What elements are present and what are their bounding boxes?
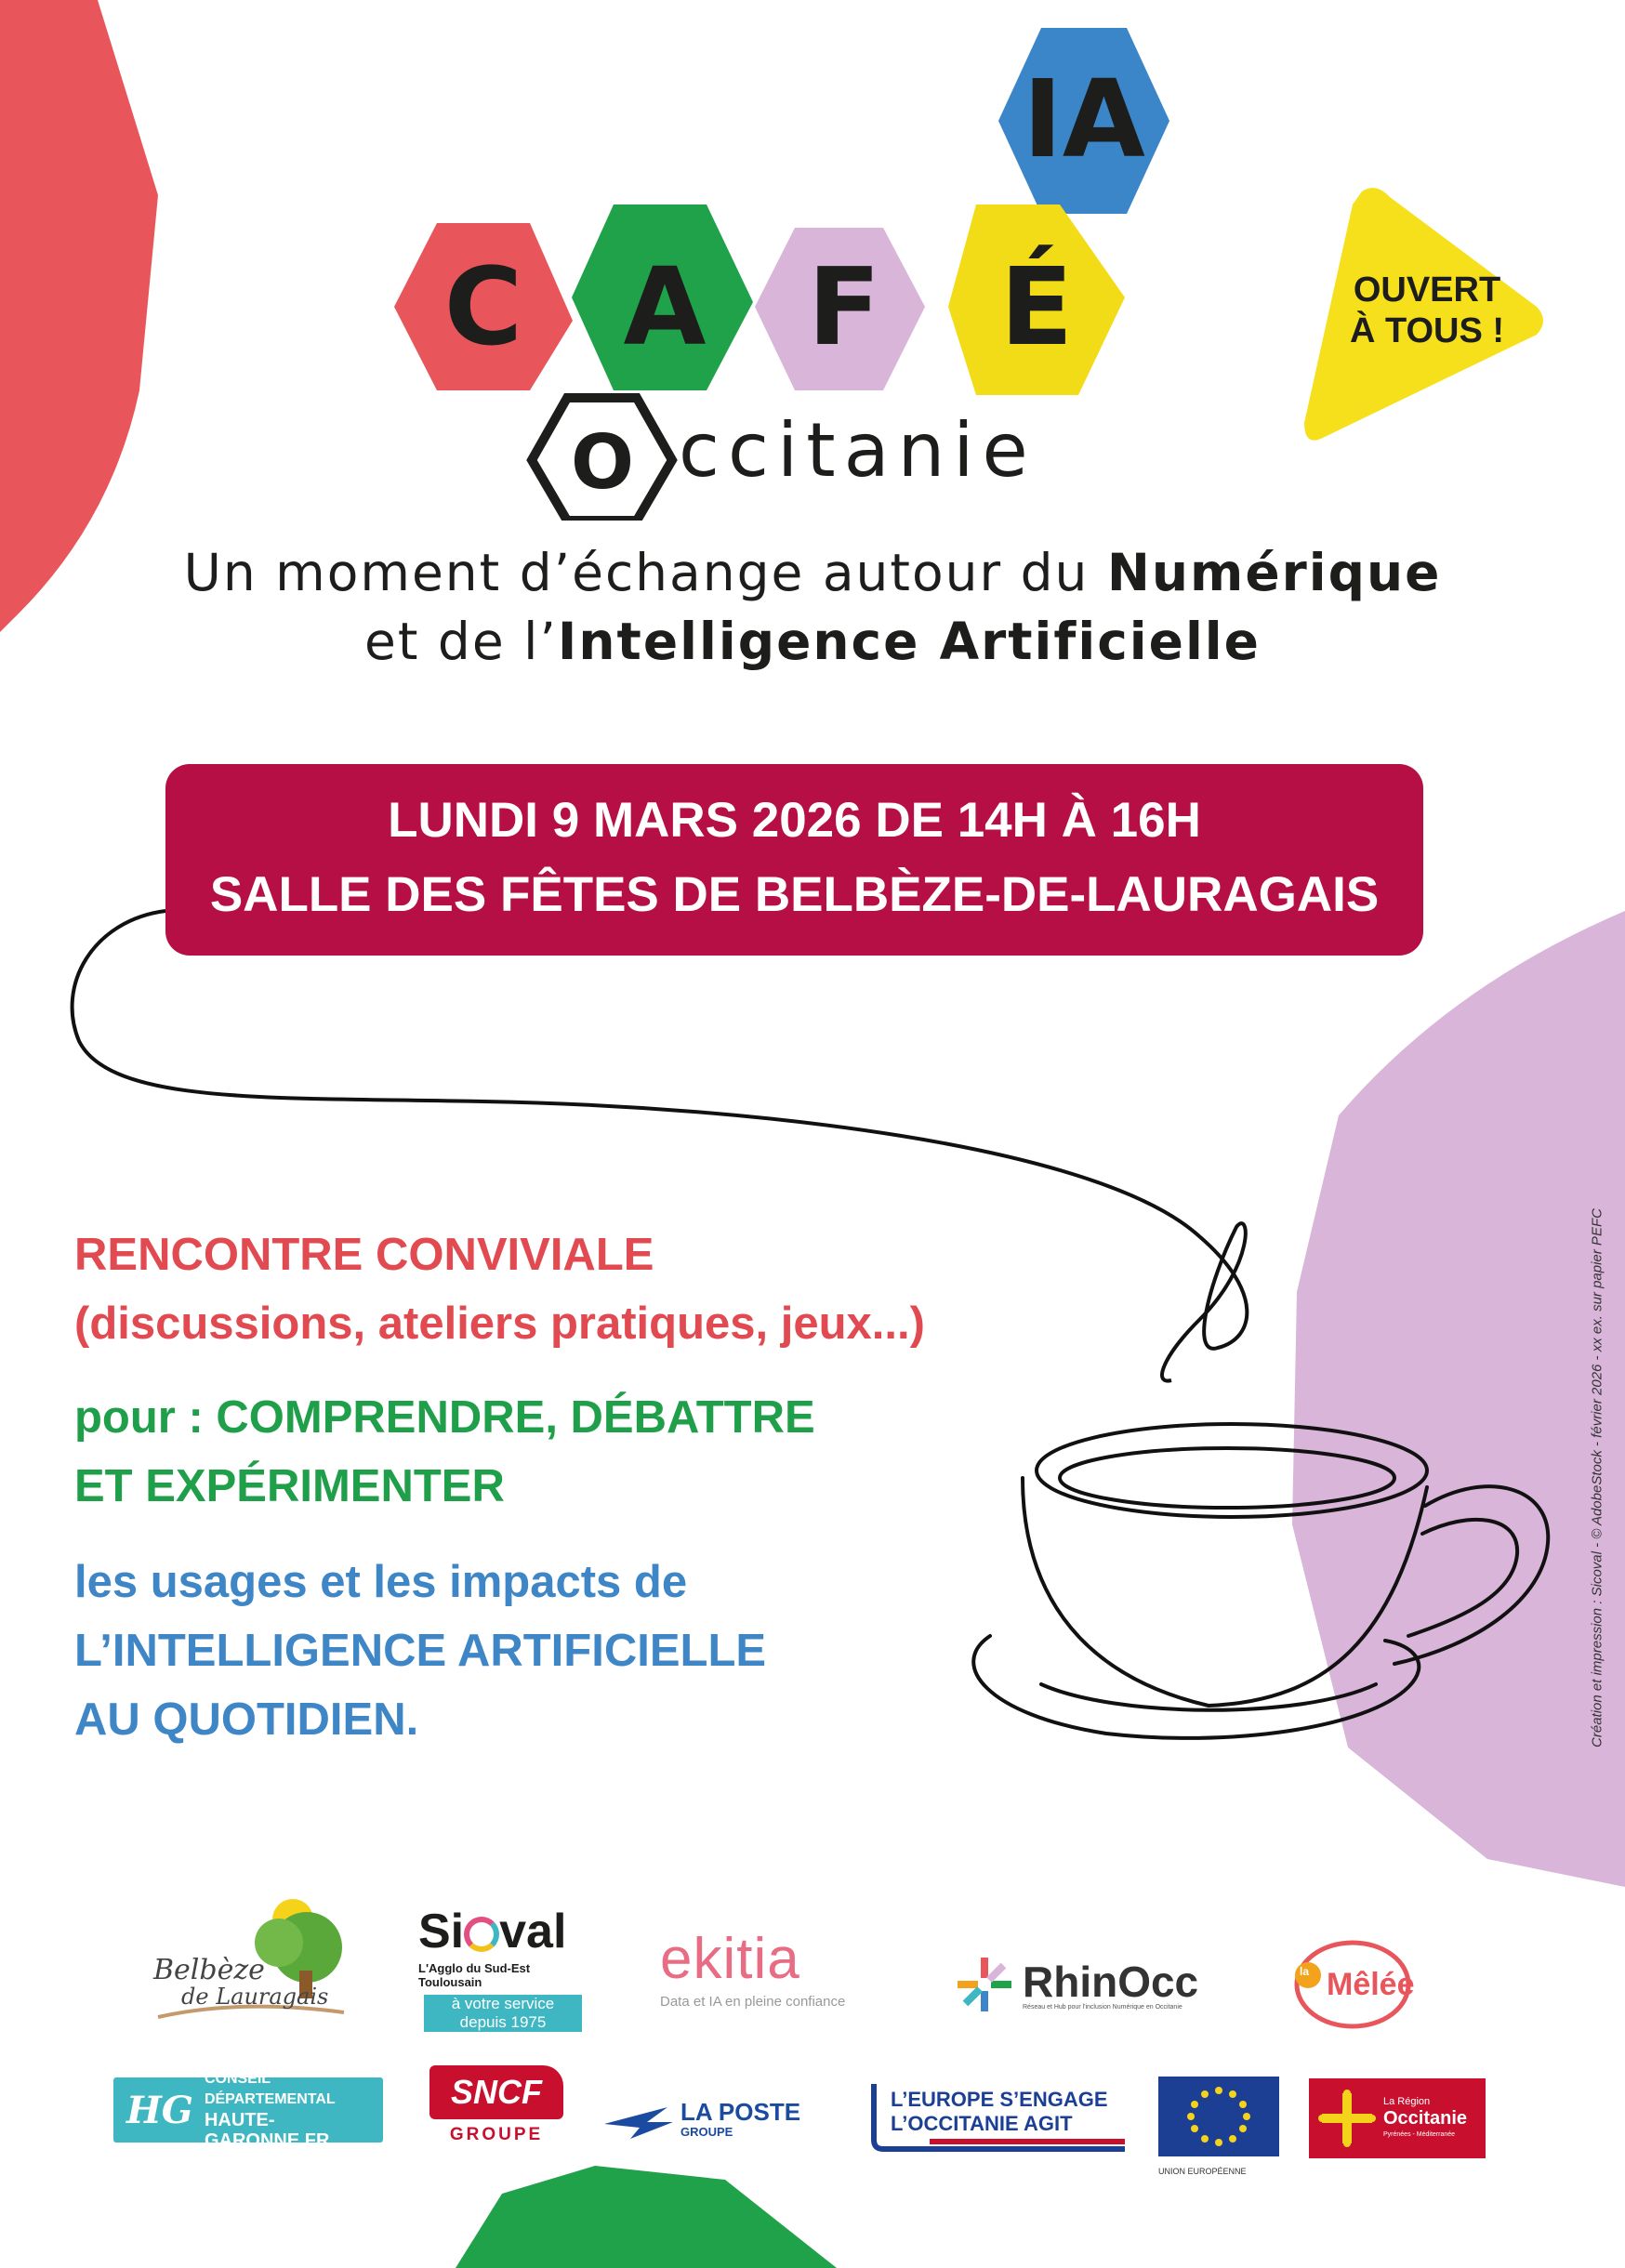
sicoval-tag	[424, 1995, 582, 2032]
belbeze-sub: de Lauragais	[181, 1984, 329, 2010]
la-poste-name: LA POSTE	[680, 2098, 801, 2126]
rencontre-details: (discussions, ateliers pratiques, jeux...)	[74, 1299, 925, 1349]
open-to-all-badge	[1320, 270, 1534, 351]
pour-line-2: ET EXPÉRIMENTER	[74, 1461, 505, 1511]
tagline-line-2	[0, 606, 1625, 677]
sicoval-tag-2: depuis 1975	[459, 2013, 547, 2031]
pour-line-1: pour : COMPRENDRE, DÉBATTRE	[74, 1392, 815, 1443]
haute-garonne-line-1: CONSEIL DÉPARTEMENTAL	[204, 2071, 336, 2107]
sicoval-tag-1: à votre service	[451, 1995, 555, 2012]
sicoval-co-icon	[464, 1917, 499, 1952]
ekitia-name: ekitia	[660, 1927, 800, 1991]
logo-ia-letters: IA	[1023, 58, 1145, 182]
la-poste-bird-icon	[602, 2103, 675, 2141]
europe-line-2: L’OCCITANIE AGIT	[891, 2112, 1073, 2135]
belbeze-name: Belbèze	[153, 1954, 265, 1986]
event-place: SALLE DES FÊTES DE BELBÈZE-DE-LAURAGAIS	[209, 867, 1380, 922]
sncf-groupe: GROUPE	[449, 2125, 544, 2144]
rencontre-title: RENCONTRE CONVIVIALE	[74, 1230, 654, 1280]
europe-occitanie-logo	[865, 2075, 1134, 2158]
paragraph-usages	[74, 1548, 766, 1754]
badge-line-2: À TOUS !	[1349, 311, 1505, 350]
la-melee-la: la	[1300, 1965, 1310, 1978]
logo-letter-f: F	[807, 245, 881, 370]
belbeze-logo	[130, 1887, 353, 2026]
la-melee-name: Mêlée	[1327, 1967, 1415, 2002]
haute-garonne-logo	[113, 2071, 383, 2151]
la-poste-logo	[602, 2090, 826, 2155]
la-melee-logo	[1288, 1933, 1418, 2036]
rhinocc-flower-icon	[956, 1956, 1013, 2013]
usages-line-2: L’INTELLIGENCE ARTIFICIELLE	[74, 1626, 767, 1676]
tagline-line-2-text: et de l’	[364, 612, 558, 671]
region-occitanie-logo	[1309, 2078, 1486, 2158]
tagline-line-1-text: Un moment d’échange autour du	[183, 543, 1107, 602]
eu-caption: UNION EUROPÉENNE	[1158, 2167, 1247, 2176]
usages-line-1: les usages et les impacts de	[74, 1557, 688, 1607]
tagline-line-1	[0, 537, 1625, 608]
sicoval-si: Si	[418, 1905, 465, 1958]
ekitia-logo	[660, 1929, 911, 2031]
region-line-3: Pyrénées - Méditerranée	[1383, 2131, 1456, 2138]
sncf-logo	[429, 2065, 563, 2158]
logo-letter-c: C	[443, 245, 523, 370]
sicoval-val: val	[499, 1905, 567, 1958]
region-line-2: Occitanie	[1383, 2108, 1468, 2129]
region-line-1: La Région	[1383, 2096, 1431, 2107]
logo-letter-o: O	[570, 419, 635, 506]
haute-garonne-mark: HG	[126, 2088, 193, 2132]
europe-line-1: L’EUROPE S’ENGAGE	[891, 2088, 1108, 2111]
green-bottom-shape	[456, 2166, 837, 2268]
paragraph-rencontre	[74, 1220, 925, 1358]
haute-garonne-line-2: HAUTE-GARONNE.FR	[204, 2110, 330, 2151]
sicoval-subtitle: L'Agglo du Sud-Est Toulousain	[418, 1961, 531, 1989]
tagline-numerique: Numérique	[1106, 543, 1442, 602]
sicoval-logo	[418, 1905, 595, 2036]
logo-letter-e: É	[999, 245, 1074, 370]
badge-line-1: OUVERT	[1353, 270, 1501, 310]
ekitia-subtitle: Data et IA en pleine confiance	[660, 1994, 846, 2010]
eu-flag-logo	[1158, 2077, 1283, 2179]
usages-line-3: AU QUOTIDIEN.	[74, 1694, 419, 1745]
logo-occitanie-text: ccitanie	[679, 407, 1037, 494]
cafe-ia-logo	[390, 19, 1227, 521]
rhinocc-subtitle: Réseau et Hub pour l'inclusion Numérique en Occitanie	[1023, 2003, 1182, 2011]
print-credit: Création et impression : Sicoval - © AdobeStock - février 2026 - xx ex. sur papier PEFC	[1589, 1208, 1605, 1747]
sncf-name: SNCF	[429, 2065, 563, 2119]
lilac-side-shape	[1292, 911, 1625, 1887]
paragraph-pour	[74, 1383, 815, 1521]
event-date-box	[165, 764, 1423, 956]
event-date: LUNDI 9 MARS 2026 DE 14H À 16H	[388, 793, 1201, 848]
rhinocc-name: RhinOcc	[1023, 1957, 1199, 2006]
rhinocc-logo	[956, 1947, 1235, 2022]
occitan-cross-icon	[1318, 2090, 1376, 2147]
logo-letter-a: A	[623, 245, 707, 370]
eu-flag-icon	[1158, 2077, 1279, 2156]
tagline-ia: Intelligence Artificielle	[557, 612, 1261, 671]
la-poste-groupe: GROUPE	[680, 2125, 733, 2139]
